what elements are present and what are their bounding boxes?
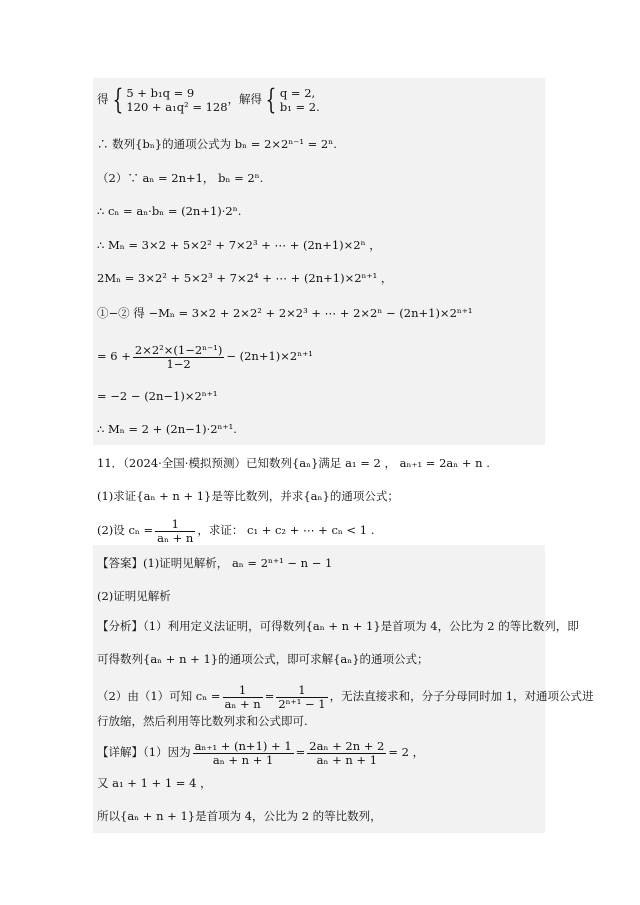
general-term: ∴ 数列{bₙ}的通项公式为 bₙ = 2×2ⁿ⁻¹ = 2ⁿ. [97,137,337,151]
fraction-2 [276,684,327,711]
sys-mid: ，解得 [227,92,263,106]
answer-2: (2)证明见解析 [97,589,171,603]
system-line [97,83,320,120]
two-mn-sum: 2Mₙ = 3×2² + 5×2³ + 7×2⁴ + ⋯ + (2n+1)×2ⁿ⁺¹ ， [97,271,393,285]
problem-stem: 11．（2024·全国·模拟预测）已知数列{aₙ}满足 a₁ = 2 ， aₙ₊₁ = 2aₙ + n . [97,456,490,470]
equals-sign: = [295,745,306,759]
analysis3-prefix: （2）由（1）可知 cₙ = [97,689,221,703]
part2-given: （2）∵ aₙ = 2n+1， bₙ = 2ⁿ. [97,171,264,185]
analysis-line-4: 行放缩，然后利用等比数列求和公式即可. [97,714,308,728]
simplified-line: = −2 − (2n−1)×2ⁿ⁺¹ [97,389,218,403]
left-brace: { [112,83,123,116]
q2-prefix: (2)设 cₙ = [97,523,154,537]
detail-line-1 [97,736,424,768]
analysis-line-1: 【分析】（1）利用定义法证明，可得数列{aₙ + n + 1}是首项为 4，公比为 2 的等比数列，即 [97,619,579,633]
question-1: (1)求证{aₙ + n + 1}是等比数列，并求{aₙ}的通项公式； [97,489,399,503]
solution-system [280,86,320,114]
fraction-denominator: aₙ + n + 1 [316,752,378,767]
result-line: ∴ Mₙ = 2 + (2n−1)·2ⁿ⁺¹. [97,422,237,436]
equals-sign: = [264,689,275,703]
sys-eq1: 5 + b₁q = 9 [126,86,195,100]
analysis-line-2: 可得数列{aₙ + n + 1}的通项公式，即可求解{aₙ}的通项公式； [97,652,429,666]
fraction-1 [223,684,263,711]
analysis-line-3 [97,680,594,712]
detail-line-2: 又 a₁ + 1 + 1 = 4 ， [97,776,212,790]
eq-prefix: = 6 + [97,349,131,363]
sol-eq2: b₁ = 2. [279,100,320,114]
cn-fraction [155,518,195,545]
mn-sum: ∴ Mₙ = 3×2 + 5×2² + 7×2³ + ⋯ + (2n+1)×2ⁿ ， [97,238,381,252]
fraction-numerator: 1 [223,684,263,698]
fraction-denominator: aₙ + n [157,530,194,545]
fraction-numerator: 1 [155,518,195,532]
fraction-numerator: 1 [276,684,327,698]
left-brace: { [265,83,277,116]
fraction-denominator: 2ⁿ⁺¹ − 1 [278,696,326,711]
ratio-fraction-2 [307,740,386,767]
fraction-line [97,340,313,372]
fraction-numerator: 2aₙ + 2n + 2 [309,738,385,753]
ratio-fraction-1 [193,740,294,767]
fraction-numerator: aₙ₊₁ + (n+1) + 1 [194,738,292,753]
sum-fraction [133,344,224,371]
subtraction-line: ①−② 得 −Mₙ = 3×2 + 2×2² + 2×2³ + ⋯ + 2×2ⁿ − (2n+1)×2ⁿ⁺¹ [97,306,473,320]
fraction-denominator: aₙ + n + 1 [212,752,274,767]
answer-1: 【答案】(1)证明见解析， aₙ = 2ⁿ⁺¹ − n − 1 [97,556,333,570]
sol-eq1: q = 2, [279,86,316,100]
equation-system [126,86,227,114]
question-2 [97,514,374,546]
fraction-denominator: 1−2 [166,356,191,371]
fraction-numerator: 2×2²×(1−2ⁿ⁻¹) [134,342,223,357]
sys-eq2: 120 + a₁q² = 128 [126,100,228,114]
eq-suffix: − (2n+1)×2ⁿ⁺¹ [226,349,313,363]
detail-suffix: = 2 ， [388,745,425,759]
sys-prefix: 得 [97,92,109,106]
detail-line-3: 所以{aₙ + n + 1}是首项为 4，公比为 2 的等比数列， [97,809,382,823]
fraction-denominator: aₙ + n [224,696,261,711]
detail-prefix: 【详解】（1）因为 [97,745,191,759]
q2-suffix: ，求证： c₁ + c₂ + ⋯ + cₙ < 1 . [197,523,375,537]
analysis3-suffix: ，无法直接求和，分子分母同时加 1，对通项公式进 [329,689,594,703]
cn-definition: ∴ cₙ = aₙ·bₙ = (2n+1)·2ⁿ. [97,204,242,218]
